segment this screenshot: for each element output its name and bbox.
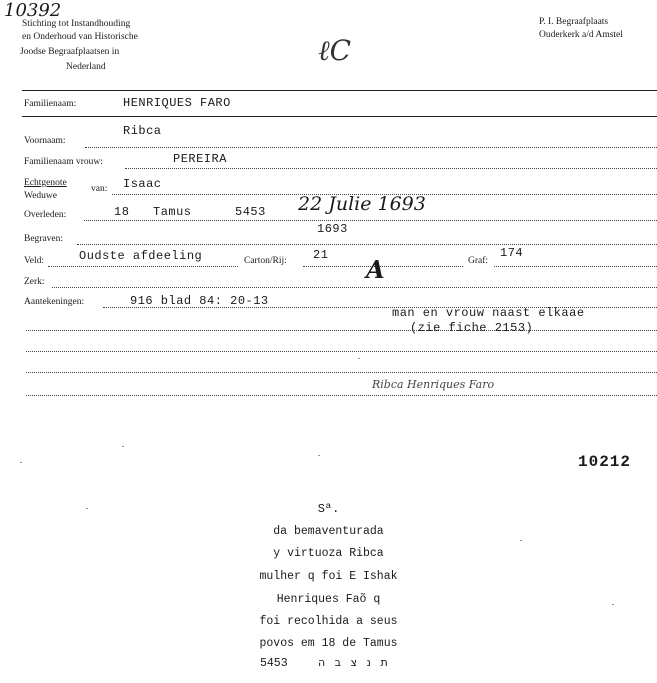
carton-value: 21	[313, 248, 329, 262]
echtgenote-label: Echtgenote	[24, 178, 67, 188]
scan-speck	[612, 604, 614, 605]
org-name-line-1: Stichting tot Instandhouding	[22, 19, 131, 29]
inscription-hebrew: ת נ צ ב ה	[318, 656, 391, 669]
carton-handwritten: A	[366, 255, 385, 284]
scan-speck	[20, 462, 22, 463]
familienaam-vrouw-label: Familienaam vrouw:	[24, 157, 103, 167]
overleden-typed-year: 1693	[317, 222, 348, 236]
overleden-day: 18	[114, 205, 130, 219]
aantekeningen-label: Aantekeningen:	[24, 297, 85, 307]
scan-speck	[318, 455, 320, 456]
veld-label: Veld:	[24, 256, 45, 266]
familienaam-label: Familienaam:	[24, 99, 77, 109]
familienaam-vrouw-value: PEREIRA	[173, 152, 227, 166]
echtgenote-value: Isaac	[123, 177, 162, 191]
org-name-line-4: Nederland	[66, 62, 106, 72]
weduwe-label: Weduwe	[24, 191, 57, 201]
van-label: van:	[91, 184, 108, 194]
familienaam-value: HENRIQUES FARO	[123, 96, 231, 110]
aantekeningen-value: 916 blad 84: 20-13	[130, 294, 269, 308]
inscription-line-5: Henriques Faõ q	[276, 593, 381, 606]
overleden-handwritten-date: 22 Julie 1693	[298, 193, 426, 215]
inscription-line-1: Sª.	[317, 502, 340, 516]
note-line-2: (zie fiche 2153)	[410, 321, 534, 335]
name-rule	[22, 116, 657, 117]
archive-number: 10392	[4, 0, 62, 21]
voornaam-label: Voornaam:	[24, 136, 66, 146]
note-handwritten: Ribca Henriques Faro	[372, 378, 495, 391]
overleden-month: Tamus	[153, 205, 192, 219]
handwritten-mark: ℓC	[318, 34, 352, 67]
overleden-label: Overleden:	[24, 210, 67, 220]
scan-speck	[86, 508, 88, 509]
cemetery-location: Ouderkerk a/d Amstel	[539, 30, 623, 40]
inscription-line-2: da bemaventurada	[273, 525, 384, 538]
cemetery-name: P. I. Begraafplaats	[539, 17, 609, 27]
carton-label: Carton/Rij:	[244, 256, 287, 266]
scan-speck	[520, 540, 522, 541]
top-rule	[22, 90, 657, 91]
graf-value: 174	[500, 246, 524, 260]
voornaam-value: Ribca	[123, 124, 162, 138]
inscription-number: 10212	[578, 453, 632, 471]
scan-speck	[358, 358, 360, 359]
org-name-line-2: en Onderhoud van Historische	[22, 32, 138, 42]
inscription-line-4: mulher q foi E Ishak	[259, 570, 398, 583]
scan-speck	[122, 446, 124, 447]
begraven-label: Begraven:	[24, 234, 64, 244]
veld-value: Oudste afdeeling	[79, 249, 203, 263]
inscription-year: 5453	[260, 657, 288, 670]
graf-label: Graf:	[468, 256, 489, 266]
zerk-label: Zerk:	[24, 277, 45, 287]
org-name-line-3: Joodse Begraafplaatsen in	[20, 47, 120, 57]
note-line-1: man en vrouw naast elkaae	[392, 306, 585, 320]
overleden-year: 5453	[235, 205, 266, 219]
inscription-line-7: povos em 18 de Tamus	[259, 637, 398, 650]
inscription-line-3: y virtuoza Ribca	[273, 547, 384, 560]
inscription-line-6: foi recolhida a seus	[259, 615, 398, 628]
